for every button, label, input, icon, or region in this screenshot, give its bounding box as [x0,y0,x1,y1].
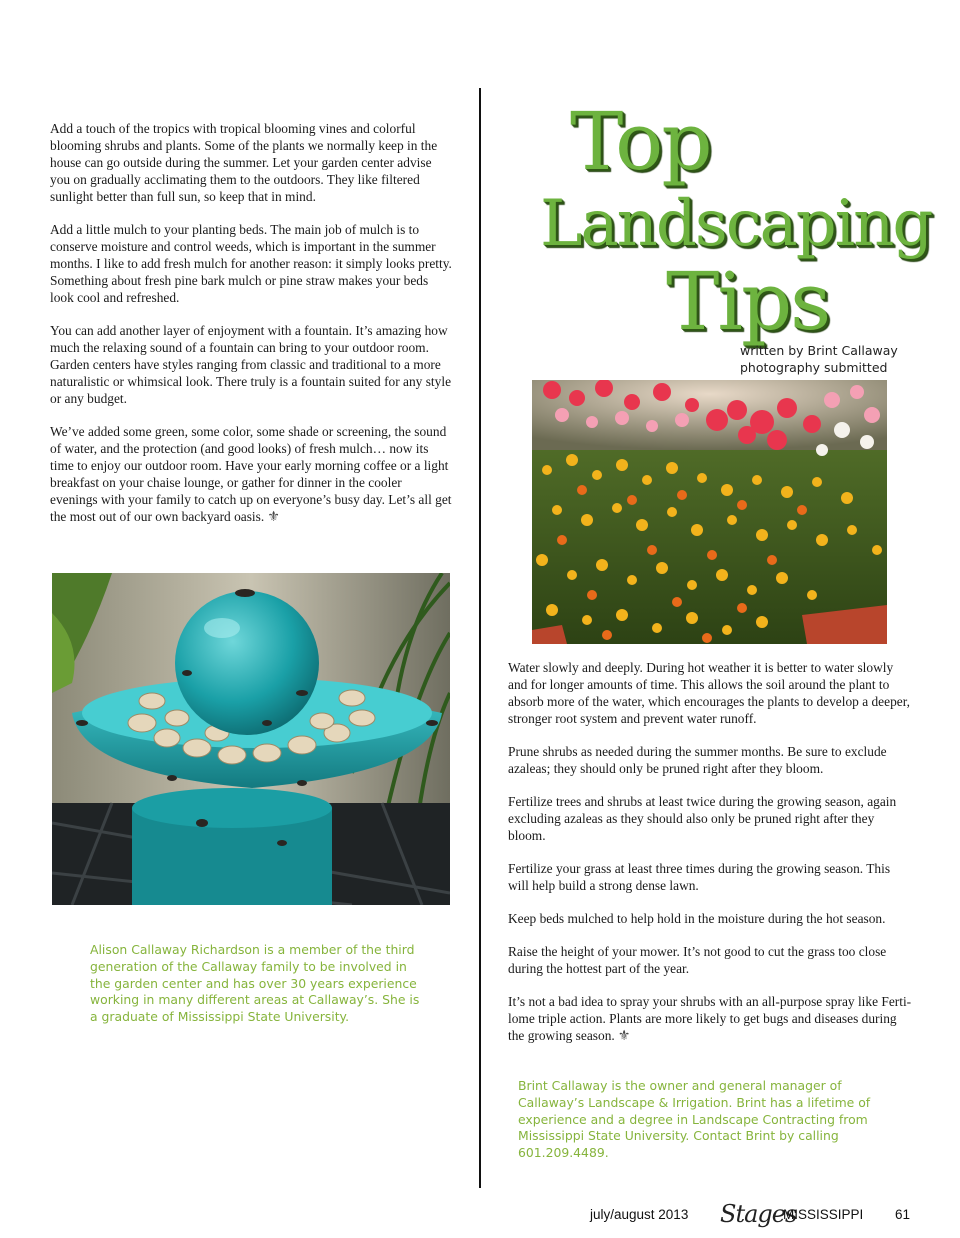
right-tips-column [508,659,913,1061]
fleur-de-lis-icon: ⚜ [267,509,280,525]
byline-writer: written by Brint Callaway [740,343,898,358]
page-number: 61 [895,1207,911,1222]
tip-fertilize-trees: Fertilize trees and shrubs at least twice during the growing season, again excluding azaleas as they should also only be pruned right after they bloom. [508,794,897,843]
issue-date: july/august 2013 [590,1207,689,1222]
author-bio-brint: Brint Callaway is the owner and general manager of Callaway’s Landscape & Irrigation. Brint has a lifetime of experience and a degree in Landscape Contracting from Mississippi State University. Contact Brint by calling 601.209.4489. [518,1078,871,1161]
title-word-top: Top [570,95,711,188]
paragraph-fountain: You can add another layer of enjoyment with a fountain. It’s amazing how much the relaxing sound of a fountain can bring to your outdoor room. Garden centers have styles ranging from classic and traditional to a more naturalistic or whimsical look. There truly is a fountain suited for any style or any budget. [50,323,452,406]
tip-mulch-beds: Keep beds mulched to help hold in the moisture during the hot season. [508,911,886,926]
column-divider [479,88,481,1188]
page-footer [0,1200,960,1230]
tip-prune: Prune shrubs as needed during the summer months. Be sure to exclude azaleas; they should only be pruned right after they bloom. [508,744,887,776]
tip-water: Water slowly and deeply. During hot weather it is better to water slowly and for longer amounts of time. This allows the soil around the plant to absorb more of the water, which encourages the plants to develop a deeper, stronger root system and prevent water runoff. [508,660,910,726]
article-title [540,95,932,360]
byline-photography: photography submitted [740,360,888,375]
fountain-photo [52,573,450,905]
magazine-logo: Stages [720,1200,797,1228]
fleur-de-lis-icon: ⚜ [617,1028,631,1044]
left-article-column [50,120,452,542]
title-word-landscaping: Landscaping [540,187,932,261]
magazine-state: MISSISSIPPI [783,1207,864,1222]
tip-fertilize-grass: Fertilize your grass at least three times during the growing season. This will help build a strong dense lawn. [508,861,891,893]
tip-mower: Raise the height of your mower. It’s not good to cut the grass too close during the hottest part of the year. [508,944,887,976]
title-word-tips: Tips [666,255,830,348]
author-bio-alison: Alison Callaway Richardson is a member of the third generation of the Callaway family to be involved in the garden center and has over 30 years experience working in many different areas at Callaway’s. She is a graduate of Mississippi State University. [90,942,420,1025]
paragraph-mulch: Add a little mulch to your planting beds. The main job of mulch is to conserve moisture and control weeds, which is important in the summer months. I like to add fresh mulch for another reason: it simply looks pretty. Something about fresh pine bark mulch or pine straw makes your beds look cool and refreshed. [50,222,452,305]
flower-bed-photo [532,380,887,644]
paragraph-tropics: Add a touch of the tropics with tropical blooming vines and colorful blooming shrubs and plants. Some of the plants we normally keep in the house can go outside during the summer. Let your garden center advise you on gradually acclimating them to the outdoors. They like filtered sunlight better than full sun, so keep that in mind. [50,121,438,204]
paragraph-outdoor-room: We’ve added some green, some color, some shade or screening, the sound of water, and the protection (and good looks) of fresh mulch… now its time to enjoy our outdoor room. Have your early morning coffee or a light breakfast on your chaise lounge, or gather for dinner in the cooler evenings with your family to catch up on everyone’s busy day. Let’s all get the most out of our own backyard oasis. ⚜ [50,424,452,525]
tip-spray: It’s not a bad idea to spray your shrubs with an all-purpose spray like Ferti-lome triple action. Plants are more likely to get bugs and diseases during the growing season. ⚜ [508,994,912,1044]
